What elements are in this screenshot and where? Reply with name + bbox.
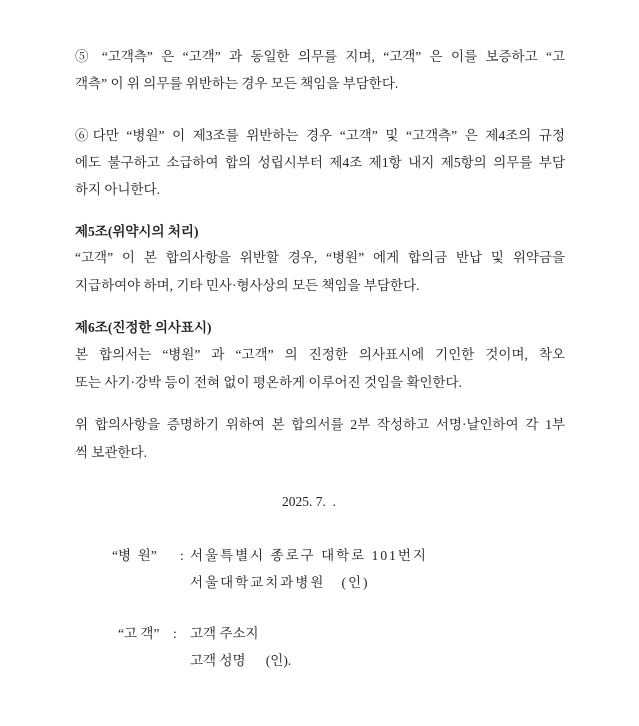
document-date: 2025. 7. . <box>282 494 336 509</box>
item5-line-1: ⑤ “고객측” 은 “고객” 과 동일한 의무를 지며, “고객” 은 이를 보증하고 “고 <box>75 49 565 64</box>
customer-address: 고객 주소지 <box>190 626 259 641</box>
customer-name-seal: 고객 성명 (인). <box>190 653 292 668</box>
article6-line-2: 또는 사기·강박 등이 전혀 없이 평온하게 이루어진 것임을 확인한다. <box>75 375 462 390</box>
hospital-label: “병 원” <box>112 548 157 563</box>
hospital-name-seal: 서울대학교치과병원 (인) <box>190 575 370 590</box>
article6-line-1: 본 합의서는 “병원” 과 “고객” 의 진정한 의사표시에 기인한 것이며, 착오 <box>75 347 565 362</box>
item6-line-3: 하지 아니한다. <box>75 182 160 197</box>
hospital-colon: : <box>180 548 184 563</box>
customer-colon: : <box>173 626 177 641</box>
article5-line-1: “고객” 이 본 합의사항을 위반할 경우, “병원” 에게 합의금 반납 및 위약금을 <box>75 250 565 265</box>
item5-line-2: 객측” 이 위 의무를 위반하는 경우 모든 책임을 부담한다. <box>75 76 399 91</box>
article6-heading: 제6조(진정한 의사표시) <box>75 320 212 335</box>
item6-line-1: ⑥다만 “병원” 이 제3조를 위반하는 경우 “고객” 및 “고객측” 은 제4조의 규정 <box>75 128 565 143</box>
article5-heading: 제5조(위약시의 처리) <box>75 224 199 239</box>
closing-line-1: 위 합의사항을 증명하기 위하여 본 합의서를 2부 작성하고 서명·날인하여 각 1부 <box>75 417 565 432</box>
item6-line-2: 에도 불구하고 소급하여 합의 성립시부터 제4조 제1항 내지 제5항의 의무를 부담 <box>75 155 565 170</box>
article5-line-2: 지급하여야 하며, 기타 민사·형사상의 모든 책임을 부담한다. <box>75 278 420 293</box>
hospital-address: 서울특별시 종로구 대학로 101번지 <box>190 548 428 563</box>
customer-label: “고 객” <box>118 626 160 641</box>
closing-line-2: 씩 보관한다. <box>75 445 147 460</box>
